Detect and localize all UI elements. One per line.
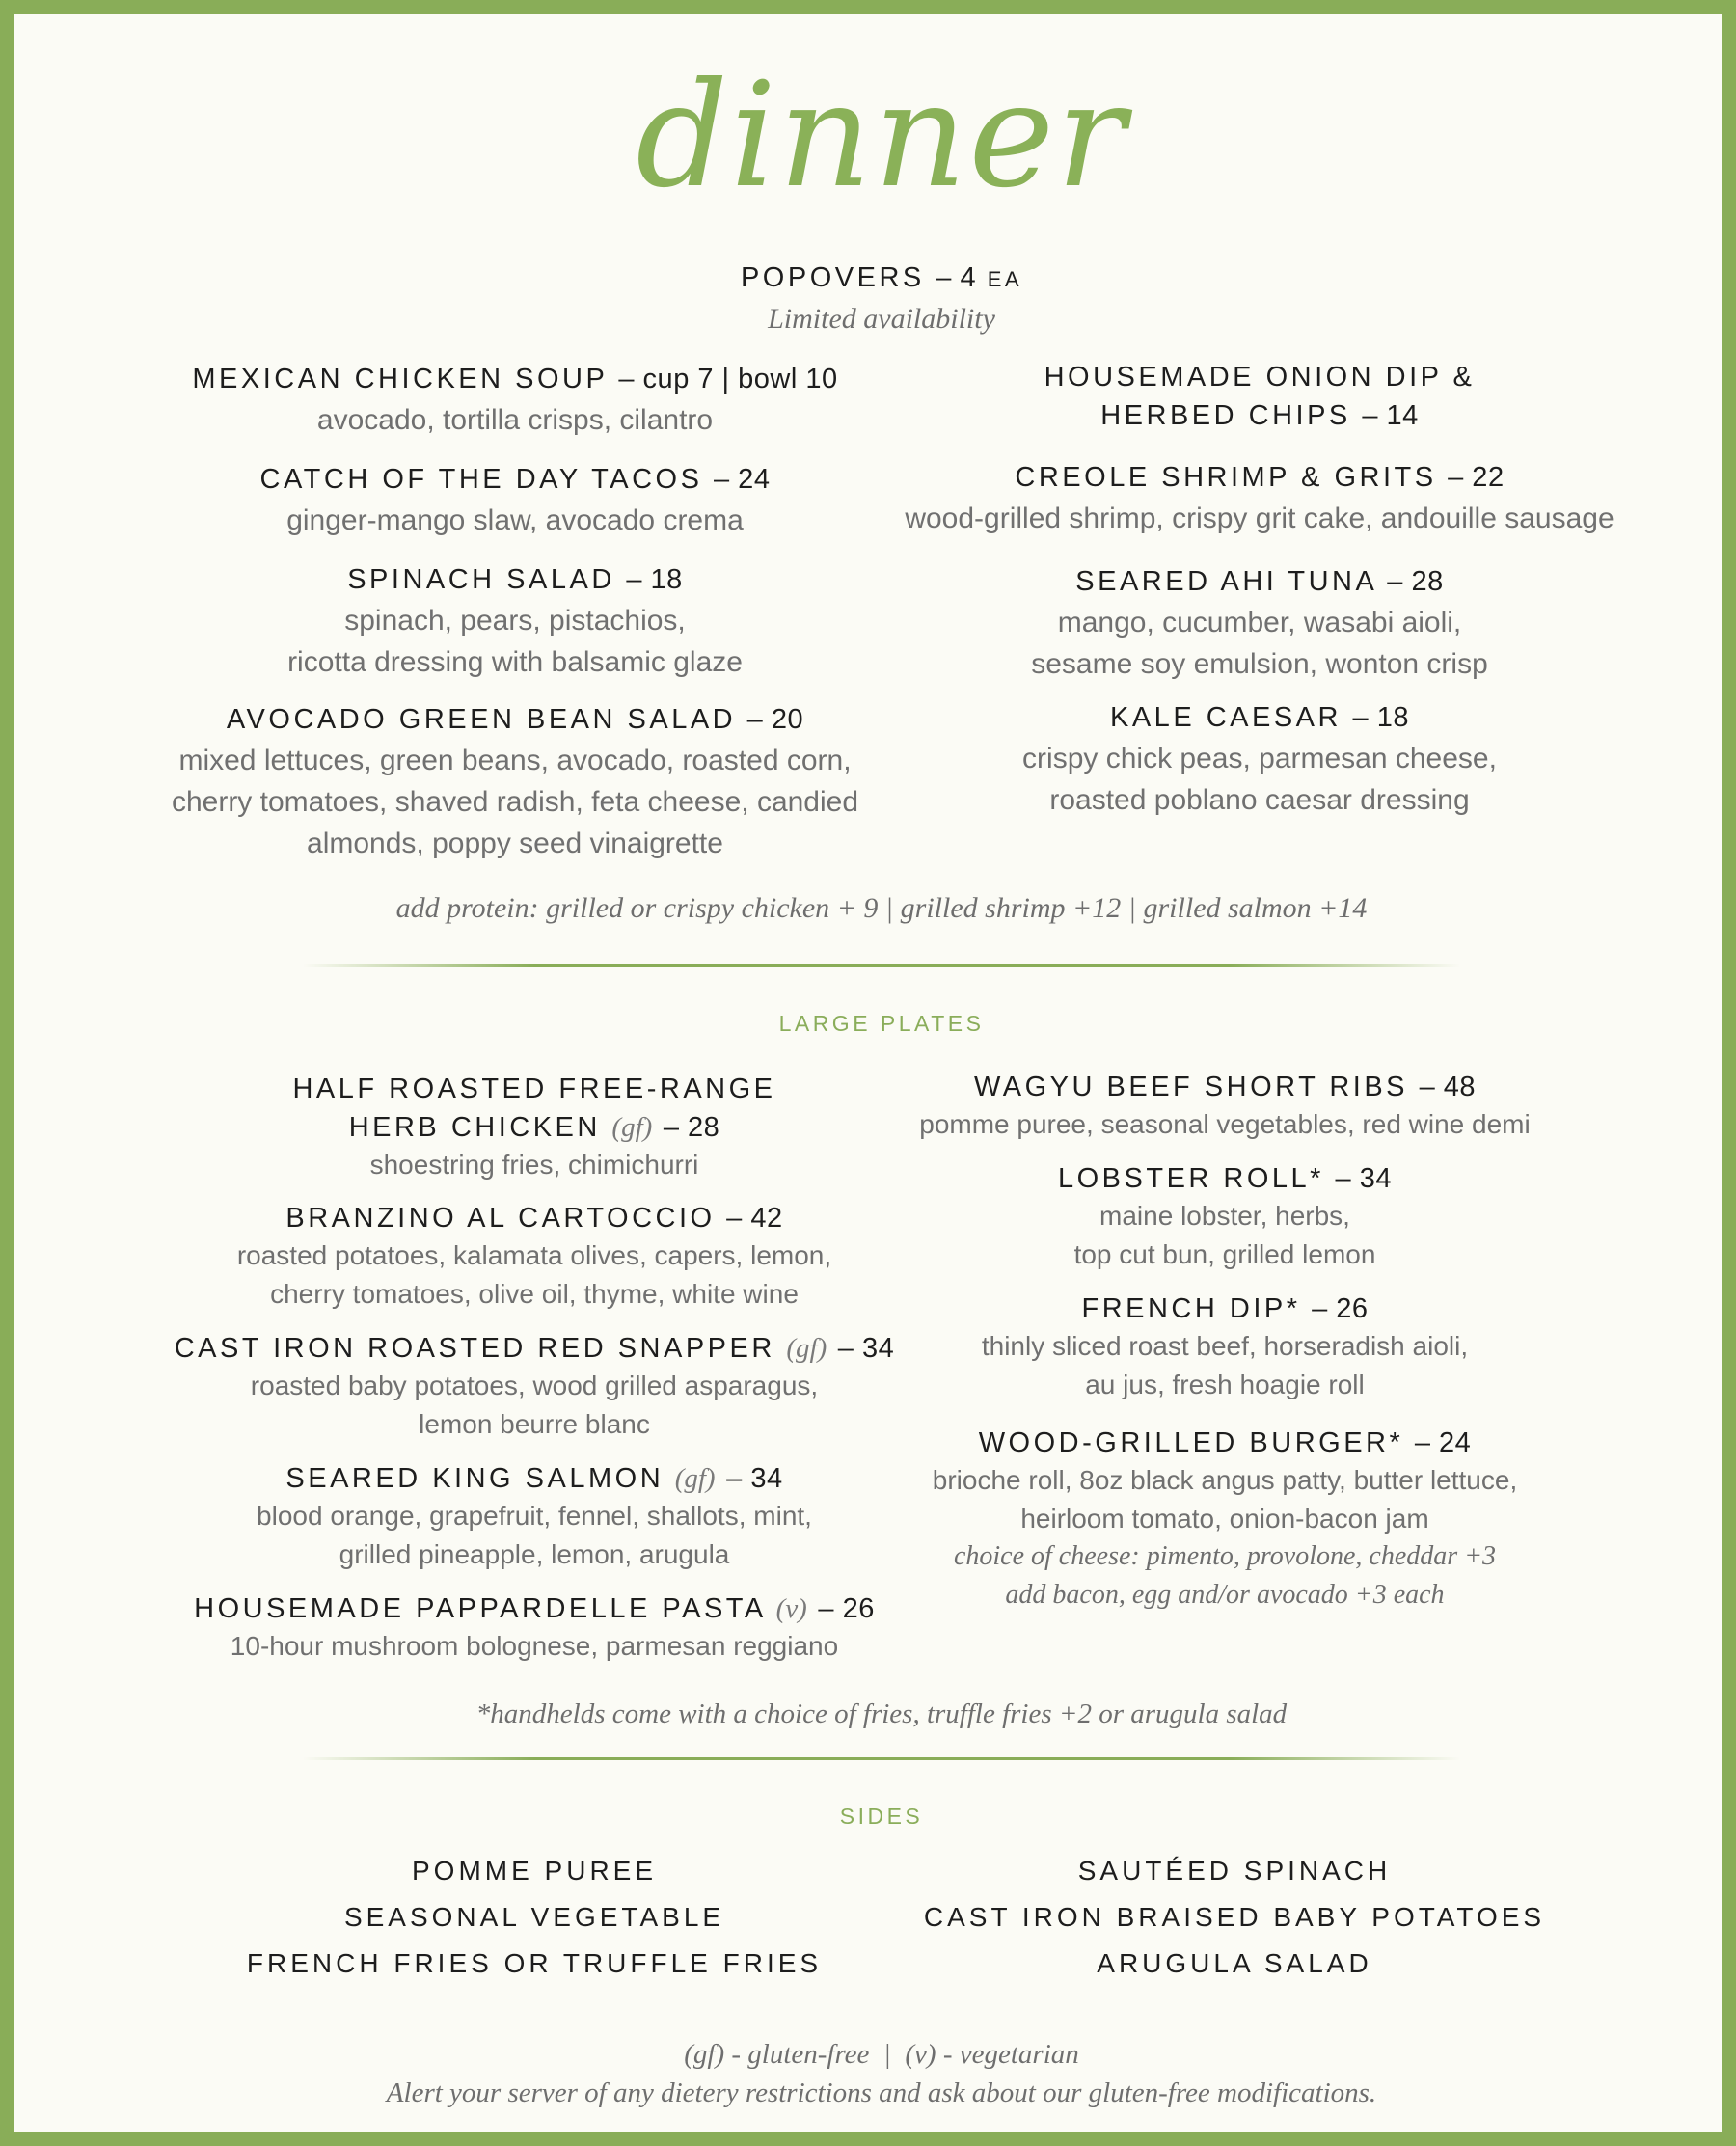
item-name: CAST IRON ROASTED RED SNAPPER xyxy=(174,1333,775,1364)
item-name: HERB CHICKEN xyxy=(348,1112,601,1143)
menu-item-desc: wood-grilled shrimp, crispy grit cake, andouille sausage xyxy=(905,503,1614,534)
menu-item-name xyxy=(149,1107,920,1148)
section-heading-large-plates: LARGE PLATES xyxy=(778,1011,985,1036)
popovers-note: Limited availability xyxy=(768,303,995,335)
item-price: – 28 xyxy=(663,1112,720,1143)
menu-item-name xyxy=(874,561,1645,602)
menu-item-desc: thinly sliced roast beef, horseradish aioli, xyxy=(981,1331,1469,1361)
menu-item-desc: blood orange, grapefruit, fennel, shallots, mint, xyxy=(257,1501,812,1531)
diet-tag: (gf) xyxy=(786,1333,827,1364)
item-price: – 18 xyxy=(626,564,683,595)
menu-item-name xyxy=(149,1328,920,1369)
item-name: SEARED AHI TUNA xyxy=(1075,566,1376,597)
menu-item-desc: avocado, tortilla crisps, cilantro xyxy=(316,404,714,436)
menu-item-name: HOUSEMADE ONION DIP & xyxy=(1044,362,1476,393)
side-item: POMME PUREE xyxy=(411,1856,658,1886)
menu-item-desc: maine lobster, herbs, xyxy=(1099,1201,1350,1231)
section-divider xyxy=(303,1757,1460,1760)
diet-tag: (gf) xyxy=(611,1112,653,1143)
item-name: KALE CAESAR xyxy=(1110,702,1342,733)
menu-item-desc: mango, cucumber, wasabi aioli, xyxy=(1057,607,1462,638)
side-item: SAUTÉED SPINACH xyxy=(1077,1856,1392,1886)
item-name: POPOVERS xyxy=(740,262,925,293)
menu-item-name xyxy=(839,1067,1611,1107)
menu-item-name xyxy=(874,395,1645,436)
item-price: – 26 xyxy=(1312,1293,1369,1324)
menu-item-name xyxy=(149,1198,920,1238)
item-name: HOUSEMADE PAPPARDELLE PASTA xyxy=(194,1593,766,1624)
menu-item-desc: mixed lettuces, green beans, avocado, roasted corn, xyxy=(178,745,852,776)
item-price: – 48 xyxy=(1419,1072,1477,1102)
menu-item-name xyxy=(149,1589,920,1629)
menu-item-desc: crispy chick peas, parmesan cheese, xyxy=(1022,743,1497,774)
item-price: – 42 xyxy=(726,1203,783,1234)
menu-item-desc: heirloom tomato, onion-bacon jam xyxy=(1020,1504,1429,1534)
dietary-alert: Alert your server of any dietery restrictions and ask about our gluten-free modifications. xyxy=(386,2078,1377,2108)
diet-tag: (v) xyxy=(775,1593,807,1624)
menu-item-name: HALF ROASTED FREE-RANGE xyxy=(292,1073,776,1104)
popovers-item xyxy=(14,258,1736,300)
menu-item-desc: top cut bun, grilled lemon xyxy=(1073,1239,1376,1269)
menu-item-desc: almonds, poppy seed vinaigrette xyxy=(307,828,723,859)
item-name: SEARED KING SALMON xyxy=(285,1463,665,1494)
item-name: HERBED CHIPS xyxy=(1100,400,1351,431)
menu-item-name xyxy=(874,457,1645,498)
section-divider xyxy=(303,964,1460,967)
item-unit: EA xyxy=(987,267,1023,291)
item-name: BRANZINO AL CARTOCCIO xyxy=(285,1203,716,1234)
menu-item-name xyxy=(129,559,901,600)
item-name: SPINACH SALAD xyxy=(347,564,615,595)
item-price: – 20 xyxy=(746,704,804,735)
diet-legend: (gf) - gluten-free | (v) - vegetarian xyxy=(684,2039,1079,2070)
menu-item-desc: shoestring fries, chimichurri xyxy=(369,1150,699,1180)
menu-item-desc: sesame soy emulsion, wonton crisp xyxy=(1031,648,1488,680)
menu-item-name xyxy=(839,1289,1611,1329)
item-name: CATCH OF THE DAY TACOS xyxy=(259,464,703,495)
item-price: – 34 xyxy=(1335,1163,1392,1194)
item-price: – 4 xyxy=(936,262,977,293)
item-name: LOBSTER ROLL* xyxy=(1058,1163,1324,1194)
menu-item-desc: au jus, fresh hoagie roll xyxy=(1085,1370,1365,1399)
menu-title: dinner xyxy=(636,52,1127,220)
menu-item-desc: roasted baby potatoes, wood grilled asparagus, xyxy=(250,1371,819,1400)
menu-item-desc: 10-hour mushroom bolognese, parmesan reggiano xyxy=(230,1631,839,1661)
item-price: – 22 xyxy=(1448,462,1505,493)
menu-item-name xyxy=(129,459,901,500)
addon-note: add bacon, egg and/or avocado +3 each xyxy=(1005,1580,1445,1610)
menu-item-name xyxy=(129,359,901,399)
item-price: – 28 xyxy=(1387,566,1444,597)
menu-item-desc: roasted potatoes, kalamata olives, capers, lemon, xyxy=(236,1240,832,1270)
item-name: FRENCH DIP* xyxy=(1081,1293,1301,1324)
menu-item-name xyxy=(839,1423,1611,1463)
item-price: – 26 xyxy=(818,1593,875,1624)
menu-item-desc: grilled pineapple, lemon, arugula xyxy=(339,1539,730,1569)
item-name: WAGYU BEEF SHORT RIBS xyxy=(973,1072,1409,1102)
protein-note: add protein: grilled or crispy chicken + 9 | grilled shrimp +12 | grilled salmon +14 xyxy=(395,892,1368,924)
item-price: – 24 xyxy=(1414,1427,1472,1458)
side-item: FRENCH FRIES OR TRUFFLE FRIES xyxy=(246,1948,823,1978)
menu-item-name xyxy=(874,697,1645,738)
item-price: – 24 xyxy=(714,464,771,495)
item-price: – 34 xyxy=(726,1463,783,1494)
side-item: ARUGULA SALAD xyxy=(1097,1948,1372,1978)
item-price: – 14 xyxy=(1362,400,1419,431)
menu-item-desc: cherry tomatoes, olive oil, thyme, white wine xyxy=(270,1279,799,1309)
handheld-note: *handhelds come with a choice of fries, truffle fries +2 or arugula salad xyxy=(475,1698,1288,1729)
menu-item-desc: pomme puree, seasonal vegetables, red wine demi xyxy=(919,1109,1531,1139)
menu-item-desc: brioche roll, 8oz black angus patty, butter lettuce, xyxy=(932,1465,1518,1495)
menu-item-name xyxy=(129,699,901,740)
side-item: CAST IRON BRAISED BABY POTATOES xyxy=(923,1902,1546,1932)
side-item: SEASONAL VEGETABLE xyxy=(343,1902,725,1932)
item-price: – cup 7 | bowl 10 xyxy=(618,364,838,394)
menu-item-name xyxy=(839,1158,1611,1199)
menu-item-desc: lemon beurre blanc xyxy=(419,1409,650,1439)
item-name: WOOD-GRILLED BURGER* xyxy=(978,1427,1404,1458)
menu-item-desc: spinach, pears, pistachios, xyxy=(344,605,686,637)
menu-item-name xyxy=(149,1458,920,1499)
cheese-note: choice of cheese: pimento, provolone, cheddar +3 xyxy=(953,1541,1497,1571)
item-name: CREOLE SHRIMP & GRITS xyxy=(1015,462,1437,493)
item-name: AVOCADO GREEN BEAN SALAD xyxy=(226,704,737,735)
item-name: MEXICAN CHICKEN SOUP xyxy=(192,364,608,394)
menu-item-desc: ricotta dressing with balsamic glaze xyxy=(287,646,743,678)
menu-item-desc: cherry tomatoes, shaved radish, feta cheese, candied xyxy=(171,786,859,818)
menu-item-desc: roasted poblano caesar dressing xyxy=(1049,784,1470,816)
item-price: – 34 xyxy=(837,1333,895,1364)
section-heading-sides: SIDES xyxy=(839,1804,924,1829)
menu-item-desc: ginger-mango slaw, avocado crema xyxy=(286,504,744,536)
item-price: – 18 xyxy=(1352,702,1409,733)
diet-tag: (gf) xyxy=(674,1463,716,1494)
